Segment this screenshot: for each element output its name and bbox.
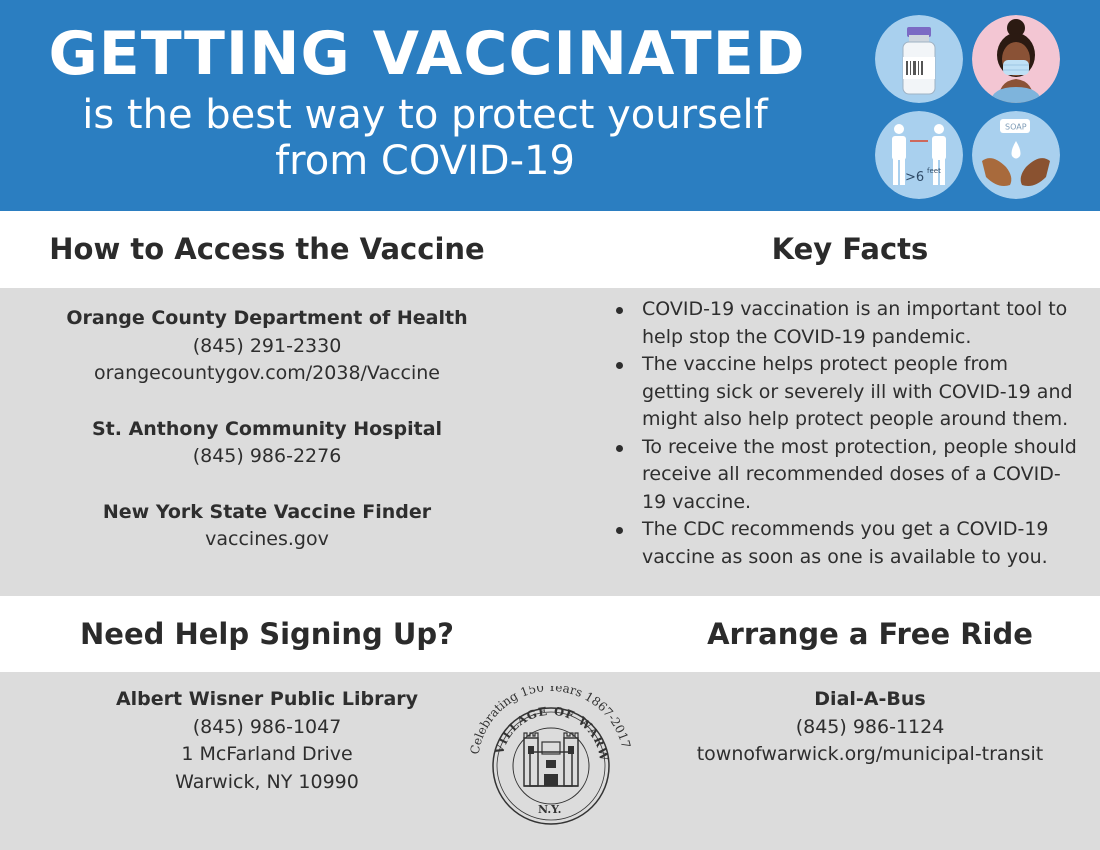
ride-phone: (845) 986-1124 — [795, 715, 945, 738]
help-heading: Need Help Signing Up? — [80, 617, 454, 651]
fact-item: The vaccine helps protect people from getting sick or severely ill with COVID-19 and might also help protect people around them. — [612, 351, 1082, 434]
access-entry-hospital — [20, 416, 514, 471]
help-address2: Warwick, NY 10990 — [175, 770, 359, 793]
ride-name: Dial-A-Bus — [814, 688, 926, 710]
distance-label: >6 — [905, 170, 925, 185]
soap-label: SOAP — [1005, 122, 1027, 132]
facts-list — [612, 296, 1082, 571]
help-info — [20, 686, 514, 796]
banner-subtitle-line1: is the best way to protect yourself — [82, 92, 768, 138]
ride-info — [640, 686, 1100, 769]
help-name: Albert Wisner Public Library — [115, 688, 419, 710]
access-entry-nys — [20, 499, 514, 554]
entry-web: orangecountygov.com/2038/Vaccine — [93, 362, 441, 384]
fact-item: COVID-19 vaccination is an important tool to help stop the COVID-19 pandemic. — [612, 296, 1082, 351]
access-heading: How to Access the Vaccine — [49, 232, 485, 266]
help-phone: (845) 986-1047 — [192, 715, 342, 738]
seal-outer-text: Celebrating 150 Years 1867-2017 — [467, 686, 634, 756]
help-address1: 1 McFarland Drive — [181, 743, 353, 765]
facts-heading: Key Facts — [771, 232, 929, 266]
banner-title: GETTING VACCINATED — [48, 19, 806, 89]
ride-heading: Arrange a Free Ride — [707, 617, 1033, 651]
social-distance-icon — [875, 111, 963, 199]
banner-subtitle-line2: from COVID-19 — [275, 138, 575, 184]
entry-name: New York State Vaccine Finder — [102, 500, 432, 523]
header-banner — [0, 0, 1100, 211]
fact-item: To receive the most protection, people should receive all recommended doses of a COVID-19 vaccine. — [612, 434, 1082, 517]
village-seal-icon — [466, 686, 636, 838]
masked-person-icon — [972, 15, 1060, 103]
access-list — [20, 305, 514, 582]
entry-name: St. Anthony Community Hospital — [91, 417, 443, 440]
entry-web: vaccines.gov — [205, 528, 329, 550]
fact-item: The CDC recommends you get a COVID-19 vaccine as soon as one is available to you. — [612, 516, 1082, 571]
entry-phone: (845) 291-2330 — [192, 334, 342, 357]
vaccine-vial-icon — [875, 15, 963, 103]
entry-name: Orange County Department of Health — [66, 307, 468, 329]
access-entry-ocdoh — [20, 305, 514, 388]
entry-phone: (845) 986-2276 — [192, 445, 342, 467]
distance-unit: feet — [927, 167, 941, 175]
handwashing-icon — [972, 111, 1060, 199]
seal-bottom-text: N.Y. — [538, 803, 562, 816]
banner-subtitle — [30, 92, 820, 184]
seal-ring-text: VILLAGE OF WARW — [492, 703, 612, 763]
ride-web: townofwarwick.org/municipal-transit — [696, 743, 1044, 765]
